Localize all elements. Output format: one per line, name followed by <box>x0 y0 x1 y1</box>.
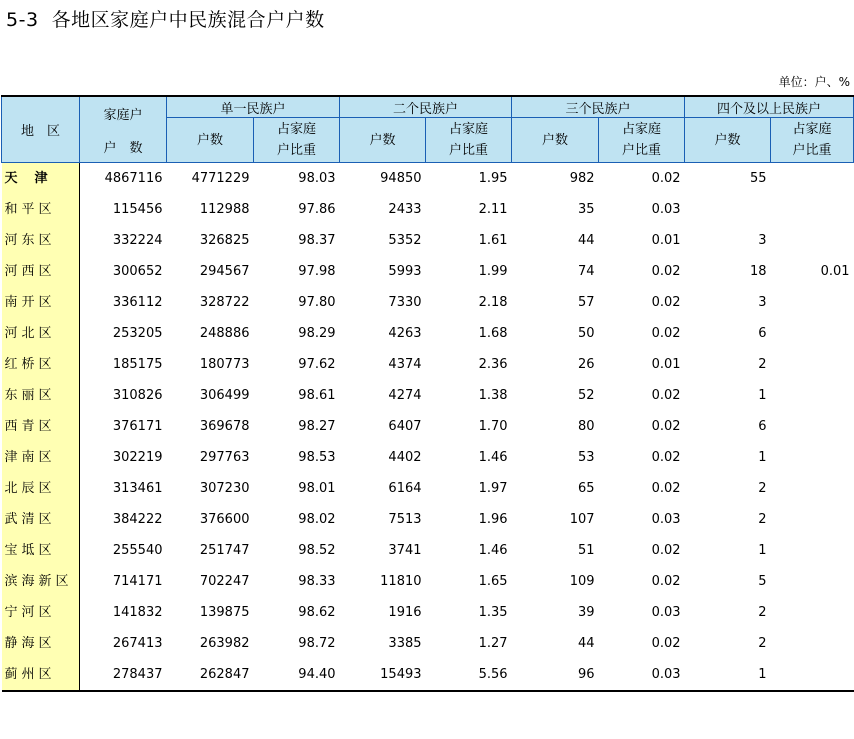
cell-four-count: 1 <box>685 659 771 691</box>
cell-four-pct <box>771 287 854 318</box>
subheader-single-count: 户数 <box>167 118 254 163</box>
cell-three-count: 26 <box>577 357 595 372</box>
cell-two-pct: 2.36 <box>478 357 508 372</box>
cell-three-pct: 0.03 <box>651 605 681 620</box>
cell-households: 302219 <box>112 450 163 465</box>
subheader-two-share <box>426 118 512 163</box>
cell-region: 红桥区 <box>2 349 80 380</box>
table-row <box>2 442 854 473</box>
subheader-share-top: 占家庭 <box>622 122 662 137</box>
cell-two-count: 3385 <box>388 636 422 651</box>
cell-four-count: 2 <box>758 605 767 620</box>
cell-three-pct: 0.02 <box>651 543 681 558</box>
cell-single-pct: 98.53 <box>298 450 336 465</box>
cell-two-count: 4374 <box>388 357 422 372</box>
cell-three-pct: 0.02 <box>651 450 681 465</box>
cell-single-count: 251747 <box>199 543 250 558</box>
cell-region: 宝坻区 <box>2 535 80 566</box>
data-table <box>1 95 854 692</box>
cell-households: 141832 <box>112 605 163 620</box>
cell-four-count: 55 <box>750 171 767 186</box>
cell-three-pct: 0.02 <box>651 326 681 341</box>
cell-four-pct <box>771 473 854 504</box>
table-row <box>2 163 854 195</box>
cell-households: 313461 <box>112 481 163 496</box>
cell-three-count: 65 <box>577 481 595 496</box>
cell-two-pct: 1.97 <box>478 481 508 496</box>
cell-four-pct <box>771 659 854 691</box>
subheader-share-top: 占家庭 <box>449 122 489 137</box>
table-row <box>2 225 854 256</box>
cell-two-pct: 1.96 <box>478 512 508 527</box>
cell-households: 278437 <box>80 659 167 691</box>
cell-four-count: 6 <box>758 326 767 341</box>
table-row <box>2 628 854 659</box>
table-row <box>2 659 854 691</box>
cell-region: 蓟州区 <box>2 659 80 691</box>
cell-single-pct: 94.40 <box>254 659 340 691</box>
cell-four-pct <box>771 411 854 442</box>
cell-two-count: 6164 <box>388 481 422 496</box>
cell-four-count: 6 <box>758 419 767 434</box>
cell-two-count: 2433 <box>388 202 422 217</box>
cell-single-pct: 97.62 <box>298 357 336 372</box>
cell-single-pct: 98.02 <box>298 512 336 527</box>
cell-single-pct: 97.98 <box>298 264 336 279</box>
cell-single-count: 262847 <box>167 659 254 691</box>
cell-three-pct: 0.01 <box>651 233 681 248</box>
cell-three-pct: 0.03 <box>599 659 685 691</box>
cell-three-count: 50 <box>577 326 595 341</box>
cell-households: 4867116 <box>104 171 163 186</box>
cell-four-count <box>685 194 771 225</box>
cell-single-count: 328722 <box>199 295 250 310</box>
cell-three-pct: 0.03 <box>651 512 681 527</box>
cell-single-pct: 98.62 <box>298 605 336 620</box>
subheader-share-top: 占家庭 <box>277 122 317 137</box>
cell-single-count: 248886 <box>199 326 250 341</box>
cell-two-count: 3741 <box>388 543 422 558</box>
cell-three-count: 80 <box>577 419 595 434</box>
cell-single-count: 294567 <box>199 264 250 279</box>
cell-region: 津南区 <box>2 442 80 473</box>
cell-two-count: 15493 <box>340 659 426 691</box>
cell-four-count: 3 <box>758 295 767 310</box>
cell-four-count: 5 <box>758 574 767 589</box>
cell-single-count: 306499 <box>199 388 250 403</box>
cell-four-count: 18 <box>750 264 767 279</box>
header-region: 地 区 <box>2 96 80 163</box>
cell-two-pct: 1.46 <box>478 450 508 465</box>
table-row <box>2 349 854 380</box>
cell-two-pct: 1.68 <box>478 326 508 341</box>
cell-two-count: 11810 <box>380 574 422 589</box>
cell-region: 静海区 <box>2 628 80 659</box>
cell-region: 北辰区 <box>2 473 80 504</box>
cell-four-count: 1 <box>758 388 767 403</box>
subheader-share-bottom: 户比重 <box>792 143 832 158</box>
table-row <box>2 194 854 225</box>
cell-households: 336112 <box>112 295 163 310</box>
cell-households: 255540 <box>112 543 163 558</box>
cell-three-pct: 0.02 <box>651 295 681 310</box>
cell-single-pct: 98.03 <box>298 171 336 186</box>
cell-two-pct: 1.46 <box>478 543 508 558</box>
cell-three-count: 57 <box>577 295 595 310</box>
cell-households: 376171 <box>112 419 163 434</box>
cell-single-pct: 98.33 <box>298 574 336 589</box>
header-households <box>80 96 167 163</box>
cell-region: 西青区 <box>2 411 80 442</box>
cell-single-pct: 97.86 <box>298 202 336 217</box>
subheader-share-top: 占家庭 <box>792 122 832 137</box>
cell-single-count: 307230 <box>199 481 250 496</box>
cell-four-count: 2 <box>758 636 767 651</box>
cell-region: 滨海新区 <box>2 566 80 597</box>
cell-four-count: 1 <box>758 543 767 558</box>
cell-single-count: 180773 <box>199 357 250 372</box>
cell-two-count: 4263 <box>388 326 422 341</box>
cell-single-count: 369678 <box>199 419 250 434</box>
cell-single-count: 4771229 <box>191 171 250 186</box>
cell-single-pct: 98.01 <box>298 481 336 496</box>
cell-two-pct: 1.65 <box>478 574 508 589</box>
cell-two-count: 7513 <box>388 512 422 527</box>
cell-region: 东丽区 <box>2 380 80 411</box>
header-single: 单一民族户 <box>167 96 340 118</box>
table-header <box>2 96 854 163</box>
cell-two-pct: 1.99 <box>478 264 508 279</box>
cell-single-pct: 98.27 <box>298 419 336 434</box>
cell-two-pct: 2.11 <box>478 202 508 217</box>
cell-two-pct: 2.18 <box>478 295 508 310</box>
cell-three-pct: 0.02 <box>651 171 681 186</box>
cell-four-pct <box>771 628 854 659</box>
cell-four-pct <box>771 194 854 225</box>
cell-households: 332224 <box>112 233 163 248</box>
cell-four-count: 2 <box>758 357 767 372</box>
cell-three-count: 109 <box>569 574 595 589</box>
cell-three-pct: 0.02 <box>651 264 681 279</box>
cell-single-count: 376600 <box>199 512 250 527</box>
table-row <box>2 256 854 287</box>
header-three: 三个民族户 <box>512 96 685 118</box>
subheader-three-count: 户数 <box>512 118 599 163</box>
table-row <box>2 411 854 442</box>
table-row <box>2 473 854 504</box>
cell-two-count: 4402 <box>388 450 422 465</box>
subheader-four-count: 户数 <box>685 118 771 163</box>
cell-single-count: 297763 <box>199 450 250 465</box>
cell-region: 天津 <box>2 163 80 195</box>
subheader-share-bottom: 户比重 <box>277 143 317 158</box>
cell-region: 和平区 <box>2 194 80 225</box>
cell-three-count: 39 <box>577 605 595 620</box>
cell-two-pct: 1.27 <box>478 636 508 651</box>
cell-two-pct: 1.70 <box>478 419 508 434</box>
cell-households: 384222 <box>112 512 163 527</box>
table-row <box>2 566 854 597</box>
cell-two-pct: 1.61 <box>478 233 508 248</box>
cell-three-pct: 0.01 <box>651 357 681 372</box>
cell-three-count: 53 <box>577 450 595 465</box>
cell-four-count: 2 <box>758 481 767 496</box>
cell-four-pct <box>771 163 854 195</box>
cell-three-count: 44 <box>577 233 595 248</box>
cell-single-pct: 98.29 <box>298 326 336 341</box>
header-households-top: 家庭户 <box>103 107 143 123</box>
cell-three-pct: 0.02 <box>651 636 681 651</box>
cell-households: 185175 <box>112 357 163 372</box>
subheader-two-count: 户数 <box>340 118 426 163</box>
cell-three-pct: 0.02 <box>651 481 681 496</box>
page-title: 5-3 各地区家庭户中民族混合户户数 <box>6 9 325 31</box>
cell-single-count: 702247 <box>199 574 250 589</box>
cell-two-count: 5352 <box>388 233 422 248</box>
cell-region: 河西区 <box>2 256 80 287</box>
cell-four-pct: 0.01 <box>820 264 850 279</box>
subheader-share-bottom: 户比重 <box>449 143 489 158</box>
cell-four-count: 3 <box>758 233 767 248</box>
subheader-share-bottom: 户比重 <box>622 143 662 158</box>
table-row <box>2 504 854 535</box>
subheader-four-share <box>771 118 854 163</box>
cell-households: 300652 <box>112 264 163 279</box>
cell-two-pct: 1.35 <box>478 605 508 620</box>
cell-four-pct <box>771 349 854 380</box>
cell-three-count: 52 <box>577 388 595 403</box>
cell-households: 115456 <box>112 202 163 217</box>
cell-two-count: 94850 <box>380 171 422 186</box>
cell-four-count: 1 <box>758 450 767 465</box>
cell-single-count: 139875 <box>199 605 250 620</box>
cell-two-count: 5993 <box>388 264 422 279</box>
cell-two-pct: 5.56 <box>426 659 512 691</box>
cell-households: 267413 <box>112 636 163 651</box>
cell-three-count: 44 <box>577 636 595 651</box>
cell-households: 253205 <box>112 326 163 341</box>
cell-three-pct: 0.02 <box>651 419 681 434</box>
cell-two-count: 6407 <box>388 419 422 434</box>
cell-three-count: 982 <box>569 171 595 186</box>
subheader-three-share <box>599 118 685 163</box>
cell-single-pct: 98.37 <box>298 233 336 248</box>
cell-region: 宁河区 <box>2 597 80 628</box>
cell-three-count: 74 <box>577 264 595 279</box>
cell-three-count: 51 <box>577 543 595 558</box>
cell-four-pct <box>771 566 854 597</box>
cell-single-count: 112988 <box>199 202 250 217</box>
cell-two-pct: 1.95 <box>478 171 508 186</box>
cell-three-count: 96 <box>512 659 599 691</box>
cell-four-pct <box>771 225 854 256</box>
cell-four-count: 2 <box>758 512 767 527</box>
cell-region: 河北区 <box>2 318 80 349</box>
cell-four-pct <box>771 380 854 411</box>
cell-region: 武清区 <box>2 504 80 535</box>
subheader-single-share <box>254 118 340 163</box>
cell-households: 310826 <box>112 388 163 403</box>
cell-two-pct: 1.38 <box>478 388 508 403</box>
table-row <box>2 535 854 566</box>
header-four-plus: 四个及以上民族户 <box>685 96 854 118</box>
cell-region: 南开区 <box>2 287 80 318</box>
unit-label: 单位：户、% <box>778 75 850 89</box>
cell-region: 河东区 <box>2 225 80 256</box>
cell-three-pct: 0.03 <box>651 202 681 217</box>
cell-single-pct: 98.72 <box>298 636 336 651</box>
header-two: 二个民族户 <box>340 96 512 118</box>
cell-three-pct: 0.02 <box>651 388 681 403</box>
cell-four-pct <box>771 597 854 628</box>
cell-households: 714171 <box>112 574 163 589</box>
cell-single-count: 326825 <box>199 233 250 248</box>
cell-two-count: 4274 <box>388 388 422 403</box>
cell-three-pct: 0.02 <box>651 574 681 589</box>
table-row <box>2 318 854 349</box>
cell-three-count: 35 <box>577 202 595 217</box>
cell-single-count: 263982 <box>199 636 250 651</box>
cell-single-pct: 98.52 <box>298 543 336 558</box>
cell-four-pct <box>771 442 854 473</box>
cell-four-pct <box>771 535 854 566</box>
cell-single-pct: 98.61 <box>298 388 336 403</box>
cell-three-count: 107 <box>569 512 595 527</box>
header-households-bottom: 户 数 <box>103 140 143 156</box>
table-body <box>2 163 854 692</box>
table-row <box>2 597 854 628</box>
cell-four-pct <box>771 504 854 535</box>
cell-two-count: 7330 <box>388 295 422 310</box>
cell-single-pct: 97.80 <box>298 295 336 310</box>
table-row <box>2 287 854 318</box>
table-row <box>2 380 854 411</box>
cell-four-pct <box>771 318 854 349</box>
cell-two-count: 1916 <box>388 605 422 620</box>
